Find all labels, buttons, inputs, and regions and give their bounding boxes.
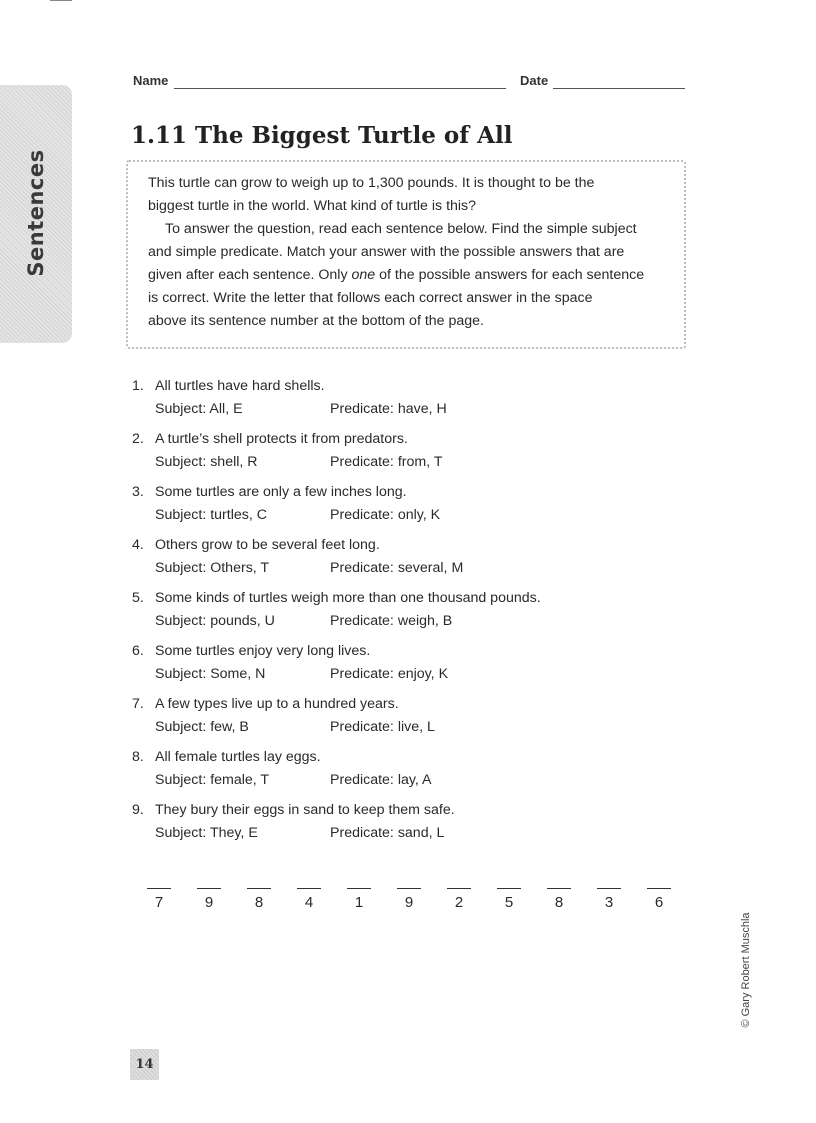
top-rule — [50, 0, 72, 1]
answer-slot — [247, 878, 271, 918]
answer-sentence-number: 9 — [404, 894, 414, 911]
answer-blank[interactable] — [547, 888, 571, 889]
answer-blank[interactable] — [647, 888, 671, 889]
predicate-option: Predicate: from, T — [330, 454, 443, 470]
question-list — [132, 375, 692, 852]
subject-option: Subject: They, E — [155, 825, 258, 841]
answer-sentence-number: 2 — [454, 894, 464, 911]
question-item — [132, 799, 692, 852]
question-item — [132, 693, 692, 746]
question-item — [132, 375, 692, 428]
question-item — [132, 481, 692, 534]
name-label: Name — [133, 73, 169, 88]
intro-line: and simple predicate. Match your answer with the possible answers that are — [148, 244, 625, 260]
name-field[interactable] — [174, 88, 506, 89]
question-number: 5. — [132, 590, 144, 606]
subject-option: Subject: female, T — [155, 772, 270, 788]
question-item — [132, 587, 692, 640]
answer-blank[interactable] — [297, 888, 321, 889]
answer-sentence-number: 9 — [204, 894, 214, 911]
name-date-header — [133, 73, 685, 93]
page-number: 14 — [130, 1049, 159, 1080]
answer-slot — [547, 878, 571, 918]
subject-option: Subject: All, E — [155, 401, 243, 417]
intro-line: To answer the question, read each sentence below. Find the simple subject — [165, 221, 637, 237]
predicate-option: Predicate: sand, L — [330, 825, 445, 841]
answer-slot — [497, 878, 521, 918]
question-number: 4. — [132, 537, 144, 553]
answer-sentence-number: 7 — [154, 894, 164, 911]
question-sentence: All female turtles lay eggs. — [155, 749, 321, 765]
copyright-notice: © Gary Robert Muschla — [740, 912, 752, 1028]
question-number: 1. — [132, 378, 144, 394]
question-item — [132, 640, 692, 693]
answer-sentence-number: 3 — [604, 894, 614, 911]
answer-slot — [447, 878, 471, 918]
question-sentence: Some kinds of turtles weigh more than one thousand pounds. — [155, 590, 541, 606]
answer-blank[interactable] — [497, 888, 521, 889]
intro-segment: of the possible answers for each sentence — [379, 267, 645, 283]
answer-sentence-number: 5 — [504, 894, 514, 911]
answer-sentence-number: 6 — [654, 894, 664, 911]
question-number: 9. — [132, 802, 144, 818]
section-tab-label: Sentences — [24, 149, 48, 277]
question-sentence: A turtle’s shell protects it from predators. — [155, 431, 408, 447]
subject-option: Subject: shell, R — [155, 454, 258, 470]
question-number: 3. — [132, 484, 144, 500]
intro-line: This turtle can grow to weigh up to 1,300 pounds. It is thought to be the — [148, 175, 595, 191]
answer-sentence-number: 8 — [254, 894, 264, 911]
question-item — [132, 428, 692, 481]
answer-blank[interactable] — [147, 888, 171, 889]
answer-slot — [147, 878, 171, 918]
answer-slot — [297, 878, 321, 918]
instructions-text — [148, 172, 678, 333]
question-sentence: All turtles have hard shells. — [155, 378, 325, 394]
intro-line — [148, 264, 678, 287]
intro-emphasis: one — [351, 267, 376, 283]
intro-line: above its sentence number at the bottom of the page. — [148, 313, 484, 329]
predicate-option: Predicate: several, M — [330, 560, 464, 576]
date-field[interactable] — [553, 88, 685, 89]
predicate-option: Predicate: live, L — [330, 719, 435, 735]
answer-blank[interactable] — [247, 888, 271, 889]
predicate-option: Predicate: enjoy, K — [330, 666, 449, 682]
question-sentence: Others grow to be several feet long. — [155, 537, 380, 553]
question-number: 6. — [132, 643, 144, 659]
answer-key-row — [147, 878, 677, 918]
answer-blank[interactable] — [197, 888, 221, 889]
answer-blank[interactable] — [447, 888, 471, 889]
answer-blank[interactable] — [397, 888, 421, 889]
intro-segment: given after each sentence. Only — [148, 267, 348, 283]
subject-option: Subject: few, B — [155, 719, 249, 735]
date-label: Date — [520, 73, 549, 88]
question-sentence: Some turtles are only a few inches long. — [155, 484, 407, 500]
question-sentence: They bury their eggs in sand to keep them safe. — [155, 802, 455, 818]
answer-sentence-number: 4 — [304, 894, 314, 911]
answer-slot — [347, 878, 371, 918]
question-sentence: A few types live up to a hundred years. — [155, 696, 399, 712]
subject-option: Subject: turtles, C — [155, 507, 267, 523]
answer-blank[interactable] — [597, 888, 621, 889]
answer-slot — [647, 878, 671, 918]
question-item — [132, 534, 692, 587]
answer-sentence-number: 8 — [554, 894, 564, 911]
answer-sentence-number: 1 — [354, 894, 364, 911]
answer-slot — [597, 878, 621, 918]
question-sentence: Some turtles enjoy very long lives. — [155, 643, 371, 659]
answer-slot — [397, 878, 421, 918]
answer-blank[interactable] — [347, 888, 371, 889]
answer-slot — [197, 878, 221, 918]
predicate-option: Predicate: lay, A — [330, 772, 432, 788]
subject-option: Subject: pounds, U — [155, 613, 275, 629]
page-title: 1.11 The Biggest Turtle of All — [131, 122, 513, 149]
subject-option: Subject: Others, T — [155, 560, 270, 576]
question-number: 2. — [132, 431, 144, 447]
subject-option: Subject: Some, N — [155, 666, 266, 682]
intro-line: biggest turtle in the world. What kind of turtle is this? — [148, 198, 477, 214]
predicate-option: Predicate: have, H — [330, 401, 447, 417]
predicate-option: Predicate: weigh, B — [330, 613, 453, 629]
intro-line: is correct. Write the letter that follows each correct answer in the space — [148, 290, 593, 306]
question-item — [132, 746, 692, 799]
question-number: 7. — [132, 696, 144, 712]
predicate-option: Predicate: only, K — [330, 507, 441, 523]
question-number: 8. — [132, 749, 144, 765]
